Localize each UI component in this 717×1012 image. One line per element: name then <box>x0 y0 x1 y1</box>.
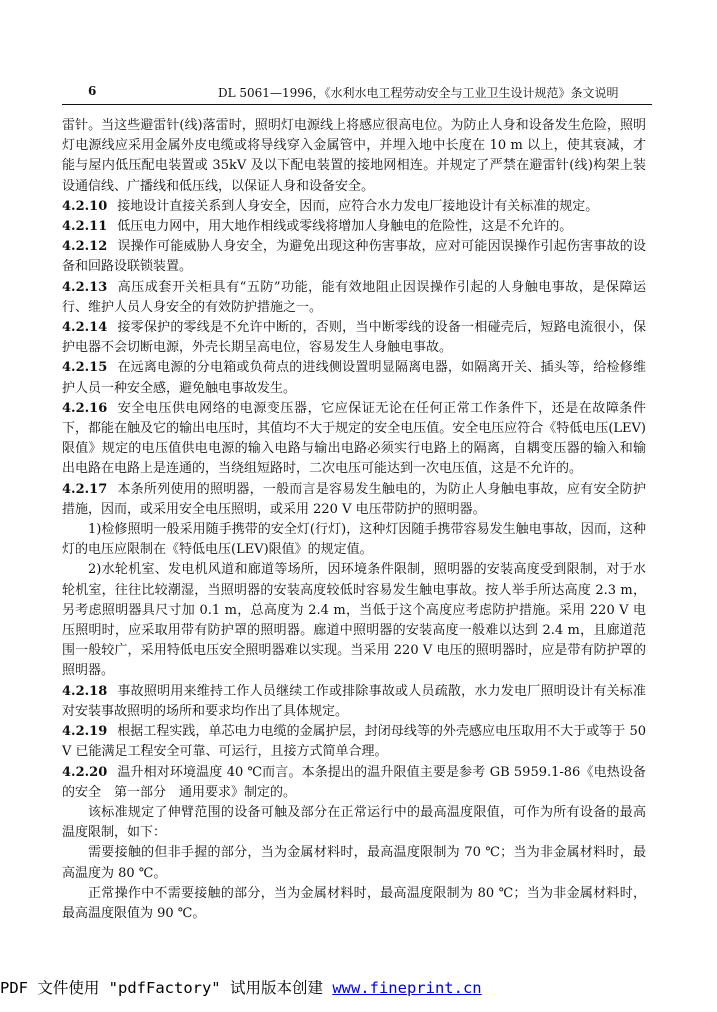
paragraph: 需要接触的但非手握的部分，当为金属材料时，最高温度限制为 70 ℃；当为非金属材料时，最高温度为 80 ℃。 <box>62 845 646 881</box>
clause-4-2-16: 4.2.16 安全电压供电网络的电源变压器，它应保证无论在任何正常工作条件下，还是在故障条件下，都能在触及它的输出电压时，其值均不大于规定的安全电压值。安全电压应符合《特低电压(LEV)限值》规定的电压值供电电源的输入电路与输出电路必须实行电路上的隔离，自耦变压器的输入和输出电路在电路上是连通的，当绕组短路时，二次电压可能达到一次电压值，这是不允许的。 <box>62 400 646 477</box>
clause-number: 4.2.13 <box>62 279 108 295</box>
paragraph: 1)检修照明一般采用随手携带的安全灯(行灯)，这种灯因随手携带容易发生触电事故，因而，这种灯的电压应限制在《特低电压(LEV)限值》的规定值。 <box>62 522 646 558</box>
page-number: 6 <box>88 84 97 98</box>
clause-4-2-19: 4.2.19 根据工程实践，单芯电力电缆的金属护层，封闭母线等的外壳感应电压取用不大于或等于 50 V 已能满足工程安全可靠、可运行，且接方式简单合理。 <box>62 724 646 760</box>
pdf-footer <box>0 976 717 998</box>
clause-number: 4.2.17 <box>62 481 108 497</box>
clause-number: 4.2.20 <box>62 764 108 780</box>
clause-4-2-12: 4.2.12 误操作可能威胁人身安全，为避免出现这种伤害事故，应对可能因误操作引起伤害事故的设备和回路设联锁装置。 <box>62 239 646 275</box>
clause-number: 4.2.11 <box>62 219 108 235</box>
clause-number: 4.2.15 <box>62 360 108 376</box>
clause-number: 4.2.10 <box>62 198 108 214</box>
clause-4-2-17: 4.2.17 本条所列使用的照明器，一般而言是容易发生触电的，为防止人身触电事故，应有安全防护措施，因而，或采用安全电压照明，或采用 220 V 电压带防护的照明器。 <box>62 481 646 517</box>
paragraph: 雷针。当这些避雷针(线)落雷时，照明灯电源线上将感应很高电位。为防止人身和设备发生危险，照明灯电源线应采用金属外皮电缆或将导线穿入金属管中，并埋入地中长度在 10 m 以上，使其衰减，才能与屋内低压配电装置或 35kV 及以下配电装置的接地网相连。并规定了严禁在避雷针(线)构架上装设通信线、广播线和低压线，以保证人身和设备安全。 <box>62 118 646 194</box>
clause-number: 4.2.18 <box>62 683 108 699</box>
document-body <box>62 116 646 924</box>
footer-link[interactable]: www.fineprint.cn <box>332 979 482 997</box>
clause-4-2-10: 4.2.10 接地设计直接关系到人身安全，因而，应符合水力发电厂接地设计有关标准的规定。 <box>62 198 599 214</box>
clause-number: 4.2.19 <box>62 724 108 740</box>
clause-4-2-18: 4.2.18 事故照明用来维持工作人员继续工作或排除事故或人员疏散，水力发电厂照明设计有关标准对安装事故照明的场所和要求均作出了具体规定。 <box>62 683 646 719</box>
clause-number: 4.2.12 <box>62 239 108 255</box>
page-header <box>62 84 652 105</box>
paragraph: 正常操作中不需要接触的部分，当为金属材料时，最高温度限制为 80 ℃；当为非金属材料时，最高温度限值为 90 ℃。 <box>62 885 646 921</box>
clause-4-2-15: 4.2.15 在远离电源的分电箱或负荷点的进线侧设置明显隔离电器，如隔离开关、插头等，给检修维护人员一种安全感，避免触电事故发生。 <box>62 360 646 396</box>
paragraph: 该标准规定了伸臂范围的设备可触及部分在正常运行中的最高温度限值，可作为所有设备的最高温度限制，如下： <box>62 804 646 841</box>
paragraph: 2)水轮机室、发电机风道和廊道等场所，因环境条件限制，照明器的安装高度受到限制，对于水轮机室，往往比较潮湿，当照明器的安装高度较低时容易发生触电事故。按人举手所达高度 2.3 m，另考虑照明器具尺寸加 0.1 m，总高度为 2.4 m，当低于这个高度应考虑防护措施。采用 220 V 电压照明时，应采取用带有防护罩的照明器。廊道中照明器的安装高度一般难以达到 2.4 m，且廊道范围一般较广，采用特低电压安全照明器难以实现。当采用 220 V 电压的照明器时，应是带有防护罩的照明器。 <box>62 562 646 679</box>
running-title: DL 5061—1996，《水利水电工程劳动安全与工业卫生设计规范》条文说明 <box>218 86 619 100</box>
clause-number: 4.2.16 <box>62 400 108 416</box>
clause-4-2-20: 4.2.20 温升相对环境温度 40 ℃而言。本条提出的温升限值主要是参考 GB 5959.1-86《电热设备的安全 第一部分 通用要求》制定的。 <box>62 764 646 800</box>
clause-number: 4.2.14 <box>62 320 108 336</box>
clause-4-2-13: 4.2.13 高压成套开关柜具有“五防”功能，能有效地阻止因误操作引起的人身触电事故，是保障运行、维护人员人身安全的有效防护措施之一。 <box>62 279 646 315</box>
clause-4-2-14: 4.2.14 接零保护的零线是不允许中断的，否则，当中断零线的设备一相碰壳后，短路电流很小，保护电器不会切断电源，外壳长期呈高电位，容易发生人身触电事故。 <box>62 320 646 356</box>
footer-text: PDF 文件使用 "pdfFactory" 试用版本创建 <box>0 979 333 997</box>
clause-4-2-11: 4.2.11 低压电力网中，用大地作相线或零线将增加人身触电的危险性，这是不允许的。 <box>62 219 573 235</box>
